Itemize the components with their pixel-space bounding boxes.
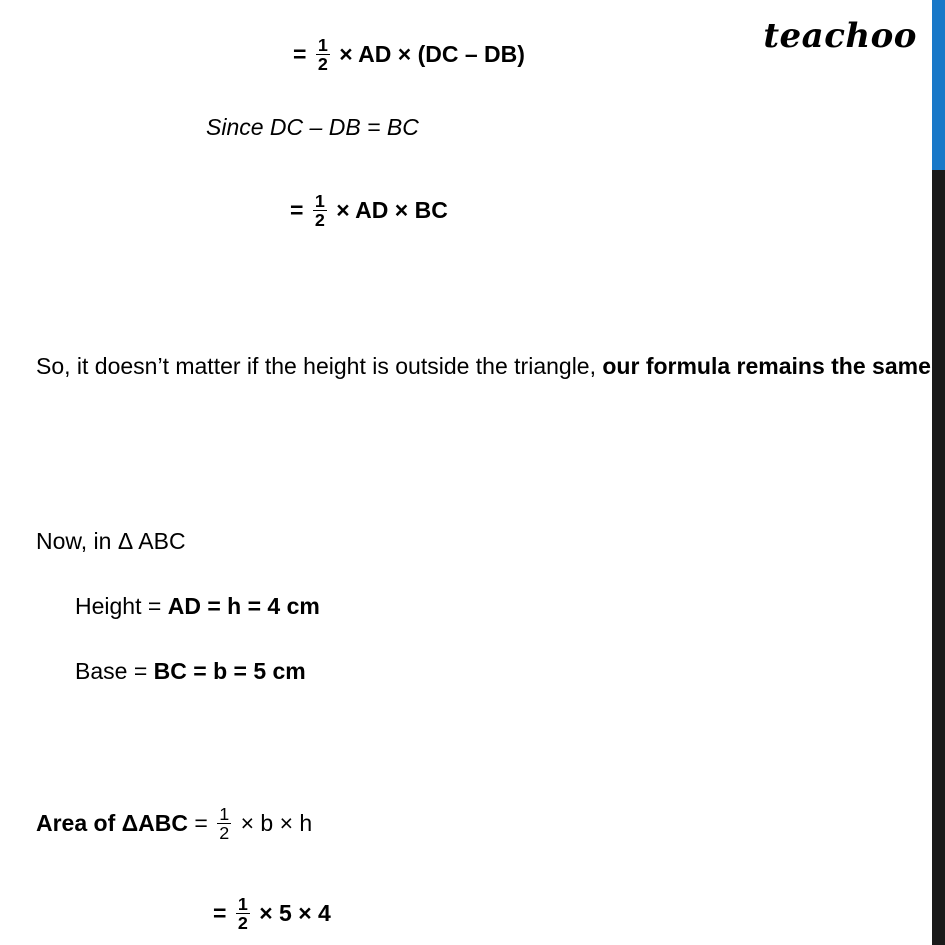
fraction-numerator: 1 [219, 804, 230, 824]
area-rest: × b × h [240, 810, 313, 837]
height-value: AD = h = 4 cm [167, 593, 320, 619]
right-edge-bar-blue [932, 0, 945, 170]
area-label: Area of ΔABC [36, 810, 188, 837]
area-2-rest: × 5 × 4 [259, 900, 331, 927]
base-line [75, 658, 306, 686]
formula-paragraph [36, 338, 936, 394]
right-edge-bar-dark [932, 170, 945, 945]
fraction-numerator: 1 [237, 894, 248, 914]
equation-1-prefix: = [293, 41, 307, 68]
since-line: Since DC – DB = BC [206, 114, 419, 140]
base-value: BC = b = 5 cm [153, 658, 306, 684]
fraction-one-half-2 [313, 192, 327, 230]
equation-2-prefix: = [290, 197, 304, 224]
base-label: Base = [75, 658, 154, 684]
fraction-denominator: 2 [237, 913, 248, 934]
fraction-denominator: 2 [314, 210, 325, 231]
teachoo-logo: teachoo [763, 16, 917, 56]
area-line [36, 805, 312, 843]
fraction-one-half-3 [217, 805, 231, 843]
fraction-one-half-4 [236, 895, 250, 933]
equation-line-2 [290, 192, 448, 230]
fraction-numerator: 1 [317, 35, 328, 55]
equation-line-1 [293, 36, 525, 74]
area-equals: = [194, 810, 208, 837]
fraction-denominator: 2 [317, 54, 328, 75]
equation-1-rest: × AD × (DC – DB) [339, 41, 525, 68]
paragraph-bold-text: our formula remains the same [602, 353, 931, 379]
height-line [75, 593, 320, 621]
equation-2-rest: × AD × BC [336, 197, 448, 224]
now-line: Now, in Δ ABC [36, 528, 186, 554]
fraction-denominator: 2 [219, 823, 230, 844]
area-line-2 [213, 895, 331, 933]
fraction-numerator: 1 [314, 191, 325, 211]
fraction-one-half-1 [316, 36, 330, 74]
height-label: Height = [75, 593, 168, 619]
area-2-prefix: = [213, 900, 227, 927]
paragraph-normal-text: So, it doesn’t matter if the height is outside the triangle, [36, 353, 603, 379]
